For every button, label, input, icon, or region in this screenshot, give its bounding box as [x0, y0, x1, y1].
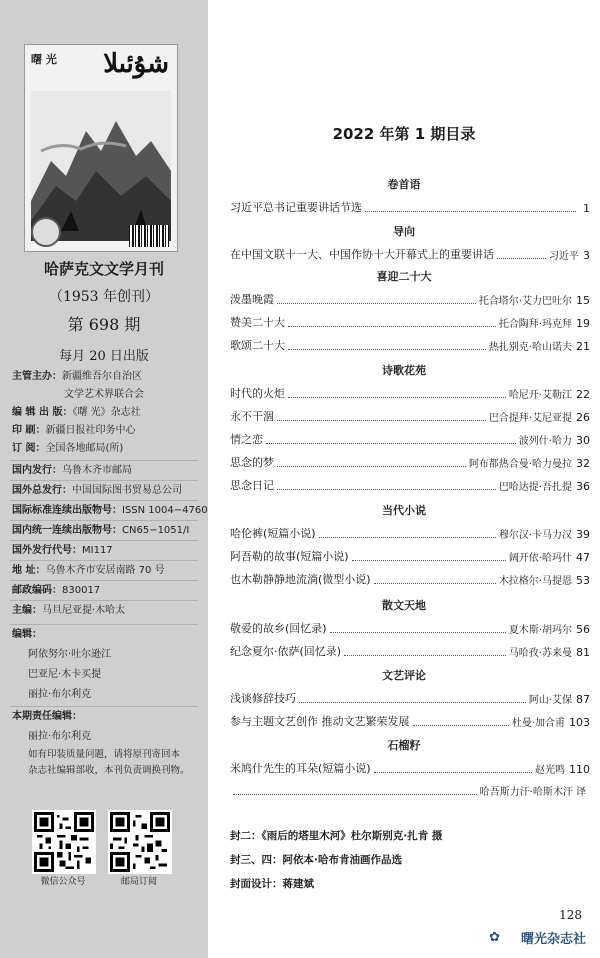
post-subscribe-qr-icon: [108, 810, 172, 874]
info-row: 邮政编码：830017: [12, 585, 101, 596]
section-heading: 文艺评论: [382, 669, 426, 682]
notice-text: 如有印装质量问题，请将原刊寄回本: [28, 749, 181, 760]
toc-entry[interactable]: 泼墨晚霞 托合塔尔·艾力巴吐尔 15: [230, 293, 590, 307]
notice-text: 杂志社编辑部收，本刊负责调换刊物。: [28, 765, 190, 776]
divider: [10, 520, 198, 521]
toc-entry[interactable]: 思念日记 巴哈达提·吾扎提 36: [230, 479, 590, 493]
cover2-credit: 封二：《雨后的塔里木河》杜尔斯别克·扎肯 摄: [230, 830, 443, 842]
info-row: 编 辑 出 版：《曙 光》杂志社: [12, 407, 141, 418]
editors-label: 编辑：: [12, 629, 42, 640]
page-number: 128: [559, 908, 582, 922]
toc-entry[interactable]: 永不干涸 巴合提拜·艾尼亚提 26: [230, 410, 590, 424]
divider: [10, 600, 198, 601]
wechat-logo-icon: ✿: [489, 930, 500, 945]
info-row: 国外发行代号：MI117: [12, 545, 113, 556]
info-row: 订 阅：全国各地邮局(所): [12, 443, 124, 454]
section-heading: 散文天地: [382, 599, 426, 612]
toc-entry[interactable]: 敬爱的故乡(回忆录) 夏木斯·胡玛尔 56: [230, 622, 590, 636]
cover-masthead-zh: 曙 光: [31, 53, 57, 66]
info-row: 国外总发行：中国国际图书贸易总公司: [12, 485, 182, 496]
toc-title: 2022 年第 1 期目录: [332, 125, 476, 143]
magazine-cover: [24, 44, 178, 252]
divider: [10, 706, 198, 707]
divider: [10, 580, 198, 581]
cover-design-credit: 封面设计：蒋建斌: [230, 878, 314, 890]
duty-editor-name: 丽拉·布尔利克: [28, 731, 92, 742]
toc-entry[interactable]: 哈伦裤(短篇小说) 穆尔汉·卡马力汉 39: [230, 527, 590, 541]
toc-entry[interactable]: 时代的火炬 哈尼开·艾勒江 22: [230, 387, 590, 401]
section-heading: 石榴籽: [387, 739, 421, 752]
cover-emblem-icon: [31, 217, 61, 247]
toc-entry-translator: 哈吾斯力汗·哈斯木汗 译: [230, 783, 590, 798]
duty-editor-label: 本期责任编辑：: [12, 711, 82, 722]
info-row: 国内统一连续出版物号：CN65−1051/I: [12, 525, 190, 536]
issue-number: 第 698 期: [67, 315, 141, 334]
editor-name: 阿依努尔·吐尔逊江: [28, 649, 112, 660]
divider: [10, 500, 198, 501]
table-of-contents: [208, 0, 600, 958]
section-heading: 导向: [393, 225, 415, 238]
toc-entry[interactable]: 赞美二十大 托合陶拜·玛克拜 19: [230, 316, 590, 330]
toc-entry[interactable]: 歌颂二十大 热扎别克·哈山诺夫 21: [230, 339, 590, 353]
toc-entry[interactable]: 习近平总书记重要讲话节选 1: [230, 201, 590, 215]
magazine-title: 哈萨克文文学月刊: [43, 260, 164, 278]
toc-entry[interactable]: 阿吾勒的故事(短篇小说) 阔开依·哈玛什 47: [230, 550, 590, 564]
info-row: 主管主办：新疆维吾尔自治区: [12, 371, 142, 382]
divider: [10, 460, 198, 461]
info-row: 主编：马旦尼亚提·木哈太: [12, 605, 126, 616]
divider: [10, 624, 198, 625]
info-row: 国际标准连续出版物号：ISSN 1004−4760: [12, 505, 208, 516]
toc-entry[interactable]: 情之恋 波列什·哈力 30: [230, 433, 590, 447]
post-subscribe-qr-label: 邮局订阅: [120, 877, 157, 887]
toc-entry[interactable]: 浅谈修辞技巧 阿山·艾保 87: [230, 692, 590, 706]
toc-entry[interactable]: 思念的梦 阿布都热合曼·哈力曼拉 32: [230, 456, 590, 470]
toc-entry[interactable]: 在中国文联十一大、中国作协十大开幕式上的重要讲话 习近平 3: [230, 248, 590, 262]
publish-schedule: 每月 20 日出版: [59, 349, 149, 364]
section-heading: 卷首语: [387, 178, 421, 191]
left-column: [0, 0, 208, 958]
editor-name: 丽拉·布尔利克: [28, 689, 92, 700]
toc-entry[interactable]: 也木勒静静地流淌(微型小说) 木拉格尔·马提恩 53: [230, 573, 590, 587]
section-heading: 诗歌花苑: [382, 364, 426, 377]
info-row: 印 刷：新疆日报社印务中心: [12, 425, 136, 436]
cover-masthead-uy: شۇئىلا: [103, 49, 169, 79]
watermark: 曙光杂志社: [520, 932, 586, 947]
editor-name: 巴亚尼·木卡买提: [28, 669, 102, 680]
divider: [10, 480, 198, 481]
info-row: 国内发行：乌鲁木齐市邮局: [12, 465, 132, 476]
wechat-qr-label: 微信公众号: [40, 877, 86, 887]
barcode-icon: [129, 225, 169, 247]
divider: [10, 560, 198, 561]
section-heading: 当代小说: [382, 504, 426, 517]
info-row: 文学艺术界联合会: [64, 389, 144, 400]
toc-entry[interactable]: 米鸠什先生的耳朵(短篇小说) 赵光鸣 110: [230, 762, 590, 776]
toc-entry[interactable]: 纪念夏尔·依萨(回忆录) 马哈孜·苏来曼 81: [230, 645, 590, 659]
section-heading: 喜迎二十大: [376, 270, 432, 283]
founded-year: （1953 年创刊）: [48, 289, 160, 305]
wechat-qr-icon: [32, 810, 96, 874]
info-row: 地 址：乌鲁木齐市安居南路 70 号: [12, 565, 165, 576]
toc-entry[interactable]: 参与主题文艺创作 推动文艺繁荣发展 杜曼·加合甫 103: [230, 715, 590, 729]
divider: [10, 540, 198, 541]
cover34-credit: 封三、四：阿依本·哈布肯油画作品选: [230, 854, 402, 866]
